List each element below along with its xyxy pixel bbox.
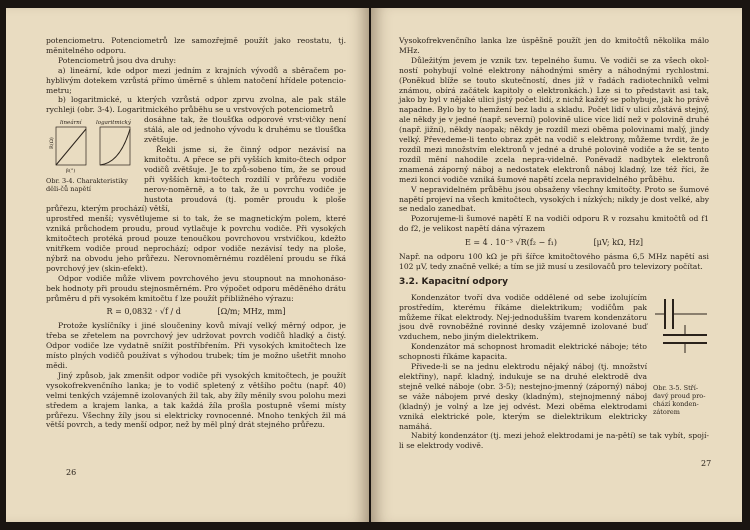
formula-noise: [399, 238, 709, 248]
right-page: [371, 8, 742, 522]
paragraph: Např. na odporu 100 kΩ je při šířce kmitočtového pásma 6,5 MHz napětí asi 102 μV, tedy značně velké; a tím se již musí u zesilovačů pro televizory počítat.: [399, 252, 709, 271]
paragraph: dosáhne tak, že tloušťka odporové vrst-vičky není stálá, ale od jednoho vývodu k druhému se tloušťka zvětšuje.: [144, 115, 346, 145]
paragraph: a) lineární, kde odpor mezi jedním z krajních vývodů a sběračem po-hyblivým dotekem vzrůstá přímo úměrně s úhlem natočení hřídele potencio-metru;: [46, 65, 346, 95]
paragraph: potenciometru. Potenciometrů lze samozřejmě použít jako reostatu, tj. měnitelného odporu.: [46, 36, 346, 55]
paragraph: Kondenzátor tvoří dva vodiče oddělené od sebe izolujícím prostředím, kterému říkáme dielektrikum; vodičům pak můžeme říkat elektrody. Nej-jednodušším tvarem kondenzátoru jsou dvě rovnoběžné rovinné desky vzájemně izolované buď vzduchem, nebo jiným dielektrikem.: [399, 292, 647, 342]
paragraph: Řekli jsme si, že činný odpor nezávisí na kmitočtu. A přece se při vyšších kmito-čtech odpor vodičů zvětšuje. Je to způ-sobeno tím, že se proud při vyšších kmi-točtech rozdílí v průřezu vodiče nerov-noměrně, a to tak, že u povrchu vodiče je hustota proudová (tj. poměr proudu k ploše průřezu, kterým prochází) větší,: [46, 144, 346, 214]
formula-unit: [Ω/m; MHz, mm]: [217, 307, 286, 317]
axis-x-label: β(°): [66, 168, 76, 175]
paragraph: Kondenzátor má schopnost hromadit elektrické náboje; této schopnosti říkáme kapacita.: [399, 342, 647, 362]
paragraph: V nepravidelném průběhu jsou obsaženy všechny kmitočty. Proto se šumové napětí projeví na všech kmitočtech, vysokých i nízkých; nikdy je dost velké, aby se nedalo zanedbat.: [399, 184, 709, 214]
formula-expression: R = 0,0832 · √f / d: [106, 307, 181, 317]
paragraph: Pozorujeme-li šumové napětí E na vodiči odporu R v rozsahu kmitočtů od f1 do f2, je velikost napětí dána výrazem: [399, 214, 709, 234]
right-text-column: [399, 36, 709, 451]
axis-y-label: R(Ω): [49, 137, 55, 150]
page-number: 26: [66, 468, 77, 477]
figure-caption: Obr. 3-4. Charakteristiky děli-čů napětí: [46, 177, 128, 194]
paragraph: uprostřed menší; vysvětlujeme si to tak, že se magnetickým polem, které vzniká průchodem proudu, proud vytlačuje k povrchu vodiče. Při vysokých kmitočtech protéká proud pouze tenoučkou povrchovou vrstvičkou, kdežto vnitřkem vodiče proud neprochází; odpor vodiče nezávisí tedy na ploše, nýbrž na obvodu jeho průřezu. Nerovnoměrnému rozdělení proudu se říká povrchový jev (skin-efekt).: [46, 214, 346, 273]
paragraph: Potenciometrů jsou dva druhy:: [58, 55, 177, 65]
linear-curve: [56, 129, 86, 165]
formula-unit: [μV; kΩ, Hz]: [593, 238, 643, 248]
figure-3-4: [46, 117, 138, 193]
paragraph: b) logaritmické, u kterých vzrůstá odpor zprvu zvolna, ale pak stále rychleji (obr. 3-4). Logaritmického průběhu se u vrstvových potenciometrů: [46, 95, 346, 115]
paragraph: Nabitý kondenzátor (tj. mezi jehož elektrodami je na-pětí) se tak vybít, spojí-li se elektrody vodivě.: [399, 431, 709, 451]
left-page: [6, 8, 369, 522]
log-curve: [100, 129, 130, 165]
label-linear: lineární: [60, 120, 82, 127]
figure-3-5: [653, 295, 709, 416]
label-logarithmic: logaritmický: [96, 120, 131, 127]
formula-resistance: [46, 307, 346, 317]
left-text-column: [46, 36, 346, 430]
paragraph: Vysokofrekvenčního lanka lze úspěšně použít jen do kmitočtů několika málo MHz.: [399, 36, 709, 55]
page-number: 27: [701, 459, 712, 468]
paragraph: Jiný způsob, jak zmenšit odpor vodiče při vysokých kmitočtech, je použít vysokofrekvenčního lanka; je to vodič spletený z většího počtu (např. 40) velmi tenkých vzájemně izolovaných žil tak, aby žíly měnily svou polohu mezi středem a krajem lanka, a tak každá žíla prošla postupně všemi místy průřezu. Všechny žíly jsou si elektricky rovnocenné. Mnoho tenkých žil má větší povrch, a tedy menší odpor, než by měl plný drát stejného průřezu.: [46, 370, 346, 430]
paragraph: Důležitým jevem je vznik tzv. tepelného šumu. Ve vodiči se za všech okol-ností pohybují volné elektrony náhodnými směry a náhodnými rychlostmi. (Poněkud blíže se touto skutečností, dnes již v řadách radiotechniků velmi známou, obírá začátek kapitoly o elektronkách.) Lze si to představit asi tak, jako by byl v nějaké ulici jistý počet lidí, z nichž každý se pohybuje, jak ho právě napadne. Bylo by to hemžení bez ladu a skladu. Počet lidí v ulici zůstává stejný, ale někdy je v jedné (např. severní) polovině ulice více lidí než v polovině druhé (např. jižní), někdy naopak; někdy je rozdíl mezi oběma polovinami malý, jindy velký. Převedeme-li tento obraz zpět na vodič s elektrony, můžeme tvrdit, že je rozdíl mezi množstvím elektronů v jedné a druhé polovině vodiče a že se tento rozdíl mění nahodile zcela nepra-videlně. Poněvadž nadbytek elektronů znamená záporný náboj a nedostatek elektronů náboj kladný, lze též říci, že mezi konci vodiče vzniká šumové napětí zcela nepravidelného průběhu.: [399, 55, 709, 184]
figure-caption: Obr. 3-5. Stří-davý proud pro-chází konden-zátorem: [653, 383, 706, 416]
formula-expression: E = 4 . 10⁻³ √R(f₂ − f₁): [465, 238, 558, 248]
section-heading: 3.2. Kapacitní odpory: [399, 276, 508, 287]
characteristic-chart: [46, 117, 138, 175]
log-frame: [100, 127, 130, 165]
capacitor-diagram: [653, 295, 709, 381]
paragraph: Odpor vodiče může vlivem povrchového jevu stoupnout na mnohonáso-bek hodnoty při proudu stejnosměrném. Pro výpočet odporu měděného drátu průměru d při vysokém kmitočtu f lze použít přibližného výrazu:: [46, 273, 346, 303]
paragraph: Přivede-li se na jednu elektrodu nějaký náboj (tj. množství elektřiny), např. kladný, indukuje se na druhé elektrodě dva stejně velké náboje (obr. 3-5); nestejno-jmenný (záporný) náboj se váže nábojem prvé desky (kladným), stejnojmenný náboj (kladný) je volný a lze jej odvést. Mezi oběma elektrodami vzniká elektrické pole, kterým se dielektrikum elektricky namáhá.: [399, 362, 647, 431]
paragraph: Protože kyslíčníky i jiné sloučeniny kovů mívají velký měrný odpor, je třeba se zřetelem na povrchový jev udržovat povrch vodičů hladký a čistý. Odpor vodiče lze vydatně snížit postříbřením. Při vysokých kmitočtech lze místo plných vodičů používat s výhodou trubek; tím je možno ušetřit mnoho mědi.: [46, 321, 346, 370]
